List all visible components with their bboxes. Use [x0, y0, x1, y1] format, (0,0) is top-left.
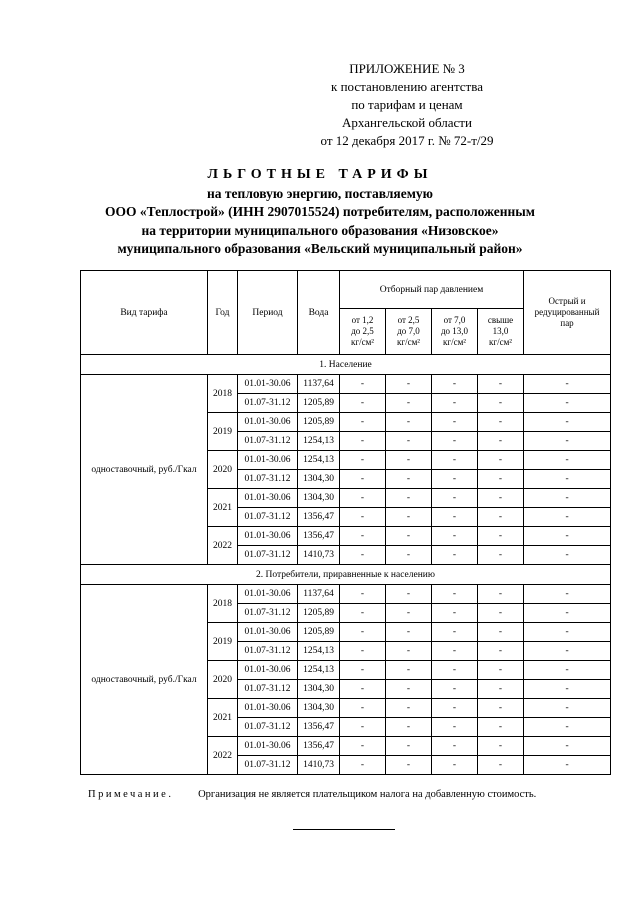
empty-tariff-cell: -: [386, 489, 432, 508]
empty-tariff-cell: -: [524, 489, 611, 508]
empty-tariff-cell: -: [524, 642, 611, 661]
empty-tariff-cell: -: [386, 394, 432, 413]
empty-tariff-cell: -: [478, 604, 524, 623]
empty-tariff-cell: -: [524, 756, 611, 775]
empty-tariff-cell: -: [386, 680, 432, 699]
empty-tariff-cell: -: [524, 413, 611, 432]
empty-tariff-cell: -: [478, 661, 524, 680]
header-year: Год: [208, 271, 238, 355]
empty-tariff-cell: -: [386, 642, 432, 661]
water-tariff-cell: 1304,30: [298, 489, 340, 508]
water-tariff-cell: 1356,47: [298, 737, 340, 756]
empty-tariff-cell: -: [524, 718, 611, 737]
empty-tariff-cell: -: [478, 623, 524, 642]
water-tariff-cell: 1254,13: [298, 451, 340, 470]
period-cell: 01.07-31.12: [238, 680, 298, 699]
empty-tariff-cell: -: [386, 375, 432, 394]
empty-tariff-cell: -: [524, 680, 611, 699]
footnote-label: Примечание.: [88, 789, 174, 800]
empty-tariff-cell: -: [478, 642, 524, 661]
empty-tariff-cell: -: [432, 585, 478, 604]
empty-tariff-cell: -: [478, 699, 524, 718]
period-cell: 01.01-30.06: [238, 451, 298, 470]
section-row: [81, 565, 611, 585]
water-tariff-cell: 1356,47: [298, 718, 340, 737]
tariff-table-body: [81, 355, 611, 775]
header-steam-2-5-7: от 2,5 до 7,0 кг/см²: [386, 309, 432, 355]
period-cell: 01.07-31.12: [238, 470, 298, 489]
empty-tariff-cell: -: [478, 680, 524, 699]
empty-tariff-cell: -: [432, 432, 478, 451]
water-tariff-cell: 1205,89: [298, 623, 340, 642]
water-tariff-cell: 1205,89: [298, 394, 340, 413]
empty-tariff-cell: -: [386, 508, 432, 527]
water-tariff-cell: 1356,47: [298, 508, 340, 527]
period-cell: 01.07-31.12: [238, 756, 298, 775]
empty-tariff-cell: -: [524, 432, 611, 451]
empty-tariff-cell: -: [340, 413, 386, 432]
period-cell: 01.01-30.06: [238, 413, 298, 432]
empty-tariff-cell: -: [386, 451, 432, 470]
empty-tariff-cell: -: [524, 527, 611, 546]
header-sharp-steam: Острый и редуцированный пар: [524, 271, 611, 355]
document-title: ЛЬГОТНЫЕ ТАРИФЫ: [207, 167, 433, 182]
section-row: [81, 355, 611, 375]
appendix-line: к постановлению агентства: [331, 79, 483, 94]
section-title: 1. Население: [81, 355, 611, 375]
header-kind: Вид тарифа: [81, 271, 208, 355]
empty-tariff-cell: -: [524, 394, 611, 413]
year-cell: 2020: [208, 451, 238, 489]
empty-tariff-cell: -: [340, 699, 386, 718]
water-tariff-cell: 1304,30: [298, 699, 340, 718]
table-row: [81, 585, 611, 604]
heading-line: на территории муниципального образования «Низовское»: [141, 222, 499, 238]
period-cell: 01.07-31.12: [238, 546, 298, 565]
table-row: [81, 375, 611, 394]
empty-tariff-cell: -: [340, 451, 386, 470]
water-tariff-cell: 1410,73: [298, 756, 340, 775]
water-tariff-cell: 1410,73: [298, 546, 340, 565]
empty-tariff-cell: -: [524, 737, 611, 756]
empty-tariff-cell: -: [432, 642, 478, 661]
period-cell: 01.07-31.12: [238, 604, 298, 623]
empty-tariff-cell: -: [432, 699, 478, 718]
empty-tariff-cell: -: [340, 680, 386, 699]
period-cell: 01.01-30.06: [238, 375, 298, 394]
empty-tariff-cell: -: [340, 546, 386, 565]
empty-tariff-cell: -: [478, 413, 524, 432]
water-tariff-cell: 1137,64: [298, 585, 340, 604]
header-water: Вода: [298, 271, 340, 355]
empty-tariff-cell: -: [386, 737, 432, 756]
empty-tariff-cell: -: [340, 508, 386, 527]
header-steam: Отборный пар давлением: [340, 271, 524, 309]
empty-tariff-cell: -: [340, 470, 386, 489]
empty-tariff-cell: -: [340, 394, 386, 413]
empty-tariff-cell: -: [340, 585, 386, 604]
period-cell: 01.07-31.12: [238, 394, 298, 413]
empty-tariff-cell: -: [524, 585, 611, 604]
period-cell: 01.07-31.12: [238, 508, 298, 527]
header-steam-1-2-5: от 1,2 до 2,5 кг/см²: [340, 309, 386, 355]
empty-tariff-cell: -: [478, 718, 524, 737]
empty-tariff-cell: -: [386, 470, 432, 489]
year-cell: 2021: [208, 699, 238, 737]
empty-tariff-cell: -: [478, 470, 524, 489]
period-cell: 01.07-31.12: [238, 432, 298, 451]
empty-tariff-cell: -: [386, 661, 432, 680]
period-cell: 01.01-30.06: [238, 623, 298, 642]
empty-tariff-cell: -: [432, 470, 478, 489]
empty-tariff-cell: -: [340, 756, 386, 775]
period-cell: 01.07-31.12: [238, 718, 298, 737]
empty-tariff-cell: -: [340, 737, 386, 756]
empty-tariff-cell: -: [386, 546, 432, 565]
empty-tariff-cell: -: [478, 508, 524, 527]
empty-tariff-cell: -: [478, 489, 524, 508]
year-cell: 2021: [208, 489, 238, 527]
empty-tariff-cell: -: [340, 623, 386, 642]
tariff-table: [80, 270, 611, 775]
period-cell: 01.01-30.06: [238, 737, 298, 756]
empty-tariff-cell: -: [478, 432, 524, 451]
empty-tariff-cell: -: [524, 375, 611, 394]
empty-tariff-cell: -: [386, 585, 432, 604]
empty-tariff-cell: -: [524, 451, 611, 470]
empty-tariff-cell: -: [340, 604, 386, 623]
water-tariff-cell: 1137,64: [298, 375, 340, 394]
footnote-text: Организация не является плательщиком налога на добавленную стоимость.: [198, 789, 537, 800]
empty-tariff-cell: -: [524, 508, 611, 527]
empty-tariff-cell: -: [524, 661, 611, 680]
heading-line: муниципального образования «Вельский муниципальный район»: [117, 241, 523, 256]
empty-tariff-cell: -: [340, 527, 386, 546]
empty-tariff-cell: -: [478, 585, 524, 604]
empty-tariff-cell: -: [432, 527, 478, 546]
appendix-line: по тарифам и ценам: [351, 97, 463, 112]
appendix-block: [277, 60, 537, 150]
empty-tariff-cell: -: [386, 699, 432, 718]
empty-tariff-cell: -: [386, 718, 432, 737]
empty-tariff-cell: -: [340, 718, 386, 737]
empty-tariff-cell: -: [524, 546, 611, 565]
empty-tariff-cell: -: [478, 451, 524, 470]
empty-tariff-cell: -: [478, 756, 524, 775]
year-cell: 2019: [208, 623, 238, 661]
empty-tariff-cell: -: [478, 375, 524, 394]
water-tariff-cell: 1205,89: [298, 413, 340, 432]
empty-tariff-cell: -: [432, 489, 478, 508]
document-heading: [0, 166, 640, 259]
heading-line: ООО «Теплострой» (ИНН 2907015524) потребителям, расположенным: [104, 204, 535, 219]
empty-tariff-cell: -: [432, 375, 478, 394]
empty-tariff-cell: -: [478, 527, 524, 546]
year-cell: 2022: [208, 737, 238, 775]
water-tariff-cell: 1254,13: [298, 661, 340, 680]
empty-tariff-cell: -: [340, 432, 386, 451]
year-cell: 2018: [208, 585, 238, 623]
empty-tariff-cell: -: [432, 413, 478, 432]
empty-tariff-cell: -: [432, 623, 478, 642]
period-cell: 01.01-30.06: [238, 661, 298, 680]
empty-tariff-cell: -: [432, 604, 478, 623]
empty-tariff-cell: -: [432, 546, 478, 565]
empty-tariff-cell: -: [432, 508, 478, 527]
water-tariff-cell: 1254,13: [298, 432, 340, 451]
water-tariff-cell: 1356,47: [298, 527, 340, 546]
tariff-kind-cell: одноставочный, руб./Гкал: [81, 375, 208, 565]
empty-tariff-cell: -: [386, 756, 432, 775]
year-cell: 2020: [208, 661, 238, 699]
year-cell: 2018: [208, 375, 238, 413]
empty-tariff-cell: -: [340, 642, 386, 661]
empty-tariff-cell: -: [386, 432, 432, 451]
empty-tariff-cell: -: [478, 546, 524, 565]
header-period: Период: [238, 271, 298, 355]
appendix-date: от 12 декабря 2017 г. № 72-т/29: [320, 133, 494, 148]
empty-tariff-cell: -: [524, 699, 611, 718]
year-cell: 2019: [208, 413, 238, 451]
period-cell: 01.01-30.06: [238, 585, 298, 604]
empty-tariff-cell: -: [340, 661, 386, 680]
empty-tariff-cell: -: [432, 718, 478, 737]
empty-tariff-cell: -: [386, 623, 432, 642]
closing-rule: [293, 829, 395, 830]
empty-tariff-cell: -: [432, 661, 478, 680]
heading-line: на тепловую энергию, поставляемую: [207, 185, 433, 201]
appendix-title: ПРИЛОЖЕНИЕ № 3: [349, 61, 465, 76]
period-cell: 01.01-30.06: [238, 489, 298, 508]
empty-tariff-cell: -: [386, 527, 432, 546]
empty-tariff-cell: -: [524, 604, 611, 623]
empty-tariff-cell: -: [386, 604, 432, 623]
empty-tariff-cell: -: [340, 489, 386, 508]
empty-tariff-cell: -: [478, 394, 524, 413]
water-tariff-cell: 1304,30: [298, 470, 340, 489]
water-tariff-cell: 1205,89: [298, 604, 340, 623]
footnote: [88, 789, 536, 800]
appendix-line: Архангельской области: [342, 115, 472, 130]
empty-tariff-cell: -: [524, 470, 611, 489]
section-title: 2. Потребители, приравненные к населению: [81, 565, 611, 585]
period-cell: 01.01-30.06: [238, 527, 298, 546]
header-steam-7-13: от 7,0 до 13,0 кг/см²: [432, 309, 478, 355]
tariff-kind-cell: одноставочный, руб./Гкал: [81, 585, 208, 775]
empty-tariff-cell: -: [386, 413, 432, 432]
empty-tariff-cell: -: [432, 756, 478, 775]
water-tariff-cell: 1254,13: [298, 642, 340, 661]
empty-tariff-cell: -: [524, 623, 611, 642]
empty-tariff-cell: -: [432, 680, 478, 699]
empty-tariff-cell: -: [432, 737, 478, 756]
water-tariff-cell: 1304,30: [298, 680, 340, 699]
empty-tariff-cell: -: [432, 451, 478, 470]
period-cell: 01.07-31.12: [238, 642, 298, 661]
empty-tariff-cell: -: [478, 737, 524, 756]
empty-tariff-cell: -: [432, 394, 478, 413]
period-cell: 01.01-30.06: [238, 699, 298, 718]
empty-tariff-cell: -: [340, 375, 386, 394]
year-cell: 2022: [208, 527, 238, 565]
header-steam-over-13: свыше 13,0 кг/см²: [478, 309, 524, 355]
